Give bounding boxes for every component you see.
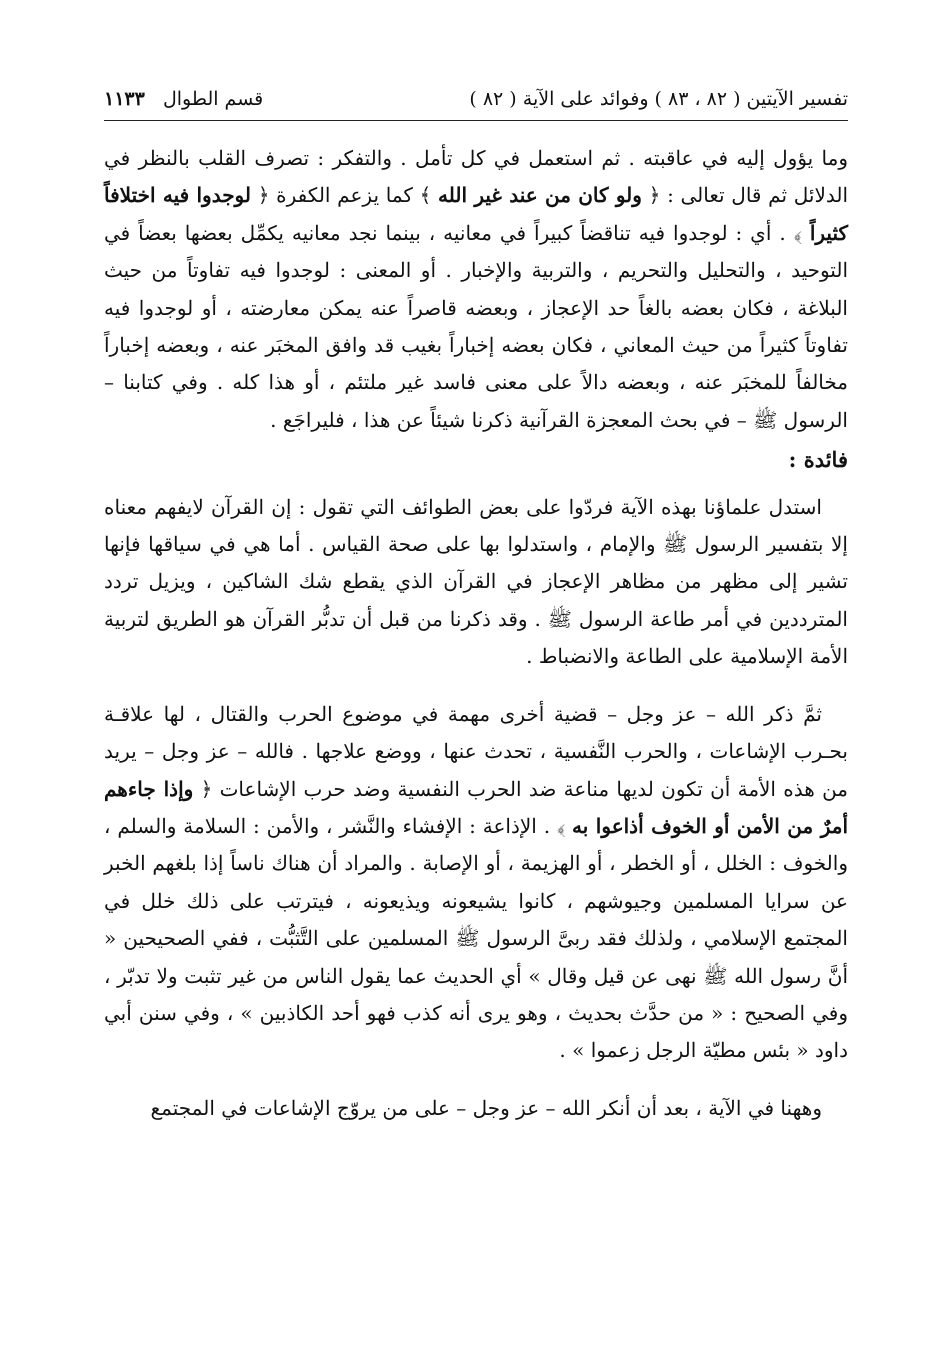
running-title: تفسير الآيتين ( ٨٢ ، ٨٣ ) وفوائد على الآية ( ٨٢ ) [469, 88, 848, 110]
section-name: قسم الطوال [162, 88, 264, 110]
text-run: ﴾ . أي : لوجدوا فيه تناقضاً كبيراً في معانيه ، بينما نجد معانيه يكمِّل بعضها بعضاً في التوحيد ، والتحليل والتحريم ، والتربية والإخبار . أو المعنى : لوجدوا فيه تفاوتاً من حيث البلاغة ، فكان بعضه بالغاً حد الإعجاز ، وبعضه قاصراً عنه يمكن معارضته ، أو لوجدوا فيه تفاوتاً كثيراً من حيث المعاني ، فكان بعضه إخباراً بغيب قد وافق المخبَر عنه ، وبعضه إخباراً مخالفاً للمخبَر عنه ، وبعضه دالاً على معنى فاسد غير ملتئم ، أو هذا كله . وفي كتابنا – الرسول ﷺ – في بحث المعجزة القرآنية ذكرنا شيئاً عن هذا ، فليراجَع . [104, 220, 848, 432]
text-run: وما يؤول إليه في عاقبته . ثم استعمل في كل تأمل . والتفكر : تصرف القلب بالنظر في الدلائل ثم قال تعالى : ﴿ [104, 146, 849, 208]
quran-quote: لوجدوا فيه اختلافاً كثيراً [104, 183, 849, 245]
section-heading: فائدة : [788, 447, 848, 473]
text-run: ثمَّ ذكر الله – عز وجل – قضية أخرى مهمة في موضوع الحرب والقتال ، لها علاقـة بحـرب الإشاعات ، والحرب النَّفسية ، تحدث عنها ، ووضع علاجها . فالله – عز وجل – يريد من هذه الأمة أن تكون لديها مناعة ضد الحرب النفسية وضد حرب الإشاعات ﴿ [104, 701, 849, 801]
page-header [104, 84, 848, 121]
paragraph-continuation: وههنا في الآية ، بعد أن أنكر الله – عز وجل – على من يروّج الإشاعات في المجتمع [150, 1095, 822, 1120]
page-body [104, 140, 848, 1127]
page-number: ١١٣٣ [104, 88, 145, 110]
section-and-page [104, 88, 263, 110]
quran-quote: وإذا جاءهم أمرٌ من الأمن أو الخوف أذاعوا به [104, 776, 848, 838]
quran-quote: ولو كان من عند غير الله [438, 183, 642, 208]
paragraph-rumors [104, 696, 848, 1070]
paragraph-fawaid: استدل علماؤنا بهذه الآية فردّوا على بعض الطوائف التي تقول : إن القرآن لايفهم معناه إلا بتفسير الرسول ﷺ والإمام ، واستدلوا بها على صحة القياس . أما هي في سياقها فإنها تشير إلى مظهر من مظاهر الإعجاز في القرآن الذي يقطع شك الشاكين ، ويزيل تردد المترددين في أمر طاعة الرسول ﷺ . وقد ذكرنا من قبل أن تدبُّر القرآن هو الطريق لتربية الأمة الإسلامية على الطاعة والانضباط . [104, 494, 848, 669]
text-run: ﴾ . الإذاعة : الإفشاء والنَّشر ، والأمن : السلامة والسلم ، والخوف : الخلل ، أو الخطر ، أو الهزيمة ، أو الإصابة . والمراد أن هناك ناساً إذا بلغهم الخبر عن سرايا المسلمين وجيوشهم ، كانوا يشيعونه ويذيعونه ، فيترتب على ذلك خلل في المجتمع الإسلامي ، ولذلك فقد ربىَّ الرسول ﷺ المسلمين على التَّثبُّت ، ففي الصحيحين « أنَّ رسول الله ﷺ نهى عن قيل وقال » أي الحديث عما يقول الناس من غير تثبت ولا تدبّر ، وفي الصحيح : « من حدَّث بحديث ، وهو يرى أنه كذب فهو أحد الكاذبين » ، وفي سنن أبي داود « بئس مطيّة الرجل زعموا » . [104, 813, 848, 1063]
text-run: ﴾ كما يزعم الكفرة ﴿ [257, 183, 432, 208]
paragraph-tafsir [104, 140, 848, 439]
